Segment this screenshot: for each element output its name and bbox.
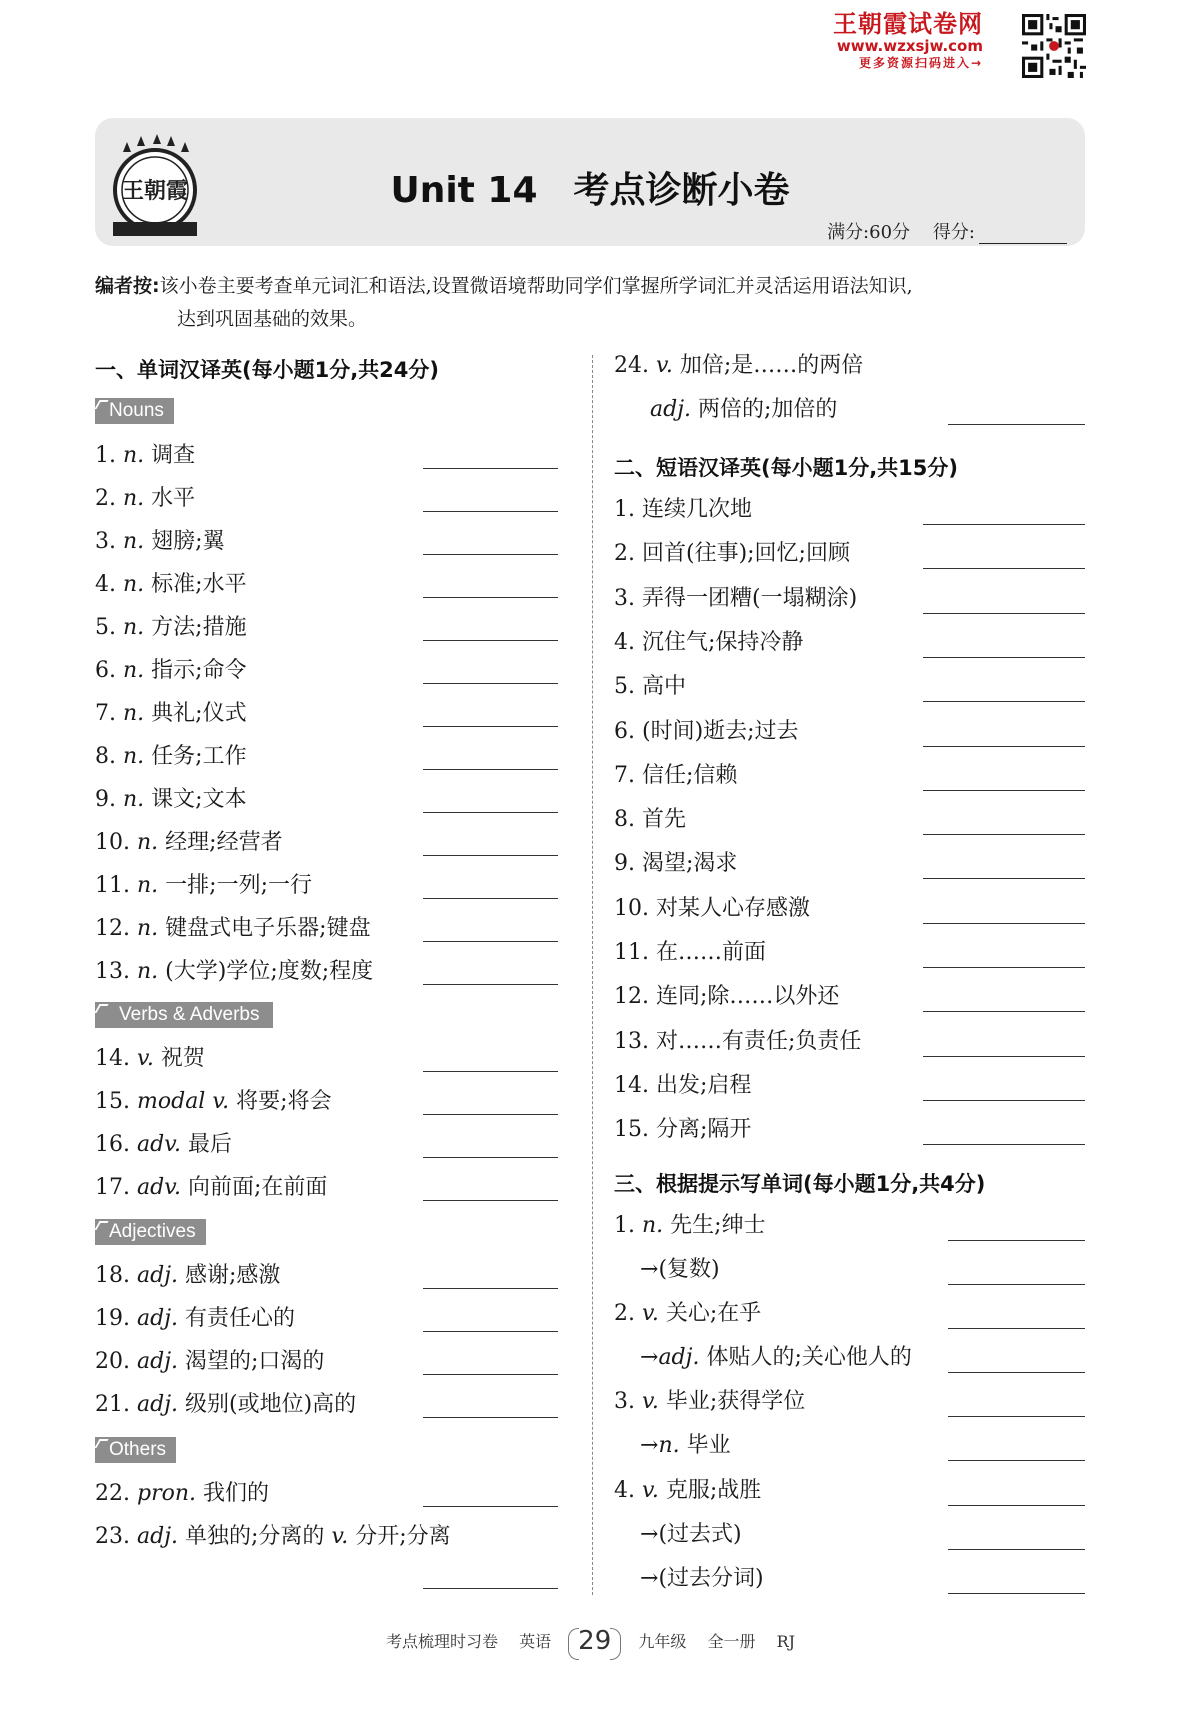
- phrase-item: 1. 连续几次地: [614, 497, 752, 522]
- sub-text: (复数): [658, 1257, 720, 1282]
- answer-blank[interactable]: [923, 790, 1085, 791]
- item-line: [95, 1391, 356, 1419]
- item-number: 11.: [95, 873, 130, 898]
- item-number: 15.: [95, 1089, 130, 1114]
- item-pos: v.: [642, 1301, 659, 1326]
- brand-block: [833, 12, 983, 69]
- title-text: 考点诊断小卷: [573, 170, 790, 211]
- item-text: 克服;战胜: [665, 1478, 762, 1503]
- footer-volume: 全一册: [707, 1632, 756, 1651]
- item-line: [95, 1088, 332, 1116]
- item-text: 典礼;仪式: [151, 701, 247, 726]
- phrase-item: 15. 分离;隔开: [614, 1117, 752, 1143]
- answer-blank[interactable]: [948, 424, 1085, 425]
- item-pos: n.: [123, 486, 145, 511]
- item-line: [95, 958, 373, 986]
- item-line: [95, 1131, 232, 1159]
- note-line2: 达到巩固基础的效果。: [177, 308, 368, 330]
- item-pos: adj.: [137, 1306, 179, 1331]
- item-line: [95, 872, 312, 900]
- answer-blank[interactable]: [423, 468, 558, 469]
- item-line: [614, 352, 863, 380]
- brand-name: 王朝霞试卷网: [833, 10, 983, 38]
- item-pos: n.: [123, 701, 145, 726]
- category-nouns: Nouns: [95, 398, 174, 424]
- answer-blank[interactable]: [923, 746, 1085, 747]
- sub-arrow: →: [640, 1433, 659, 1458]
- item-number: 2.: [95, 486, 116, 511]
- answer-blank[interactable]: [923, 568, 1085, 569]
- item-line: [95, 743, 247, 771]
- category-verbs-adverbs: Verbs & Adverbs: [95, 1002, 273, 1028]
- item-line: [95, 614, 247, 642]
- note-label: 编者按:: [95, 275, 160, 297]
- item-line: [95, 786, 247, 814]
- item-line: [614, 1477, 761, 1505]
- note-line1: 该小卷主要考查单元词汇和语法,设置微语境帮助同学们掌握所学词汇并灵活运用语法知识,: [159, 275, 913, 297]
- item-number: 4.: [95, 572, 116, 597]
- item-pos2: v.: [331, 1524, 349, 1549]
- answer-blank[interactable]: [423, 984, 558, 985]
- score-blank[interactable]: [979, 227, 1067, 244]
- item-text: 渴望的;口渴的: [185, 1349, 325, 1374]
- item-line: [95, 1523, 451, 1551]
- item-line: [640, 1344, 912, 1372]
- item-number: 3.: [95, 529, 116, 554]
- item-text: 水平: [151, 486, 196, 511]
- answer-blank[interactable]: [923, 834, 1085, 835]
- answer-blank[interactable]: [948, 1593, 1085, 1594]
- item-pos: pron.: [137, 1481, 197, 1506]
- answer-blank[interactable]: [423, 1417, 558, 1418]
- item-text2: 两倍的;加倍的: [698, 397, 838, 422]
- editor-note: [95, 270, 1090, 336]
- item-number: 12.: [95, 916, 130, 941]
- item-line: [614, 1212, 766, 1240]
- item-text: 课文;文本: [151, 787, 247, 812]
- item-number: 10.: [95, 830, 130, 855]
- item-number: 6.: [95, 658, 116, 683]
- item-number: 14.: [95, 1046, 130, 1071]
- sub-text: (过去分词): [658, 1566, 764, 1591]
- full-score: 满分:60分: [827, 222, 911, 243]
- item-text: 感谢;感激: [185, 1263, 281, 1288]
- answer-blank[interactable]: [948, 1460, 1085, 1461]
- item-text: 翅膀;翼: [151, 529, 225, 554]
- unit-label: Unit 14: [390, 170, 538, 211]
- item-text: 键盘式电子乐器;键盘: [165, 916, 371, 941]
- answer-blank[interactable]: [923, 1011, 1085, 1012]
- item-line: [95, 829, 283, 857]
- answer-blank[interactable]: [423, 1506, 558, 1507]
- item-number: 23.: [95, 1524, 130, 1549]
- footer-subject: 英语: [519, 1632, 552, 1651]
- item-pos: v.: [656, 353, 673, 378]
- item-text: 我们的: [203, 1481, 270, 1506]
- item-number: 19.: [95, 1306, 130, 1331]
- answer-blank[interactable]: [423, 1331, 558, 1332]
- item-text: 级别(或地位)高的: [185, 1392, 357, 1417]
- item-text: 毕业;获得学位: [665, 1389, 806, 1414]
- item-text: 将要;将会: [236, 1089, 332, 1114]
- item-line: [95, 700, 247, 728]
- answer-blank[interactable]: [923, 1100, 1085, 1101]
- item-line: [640, 1256, 720, 1284]
- answer-blank[interactable]: [423, 597, 558, 598]
- answer-blank[interactable]: [423, 855, 558, 856]
- item-pos: n.: [123, 787, 145, 812]
- item-number: 17.: [95, 1175, 130, 1200]
- item-line: [95, 1348, 324, 1376]
- phrase-item: 6. (时间)逝去;过去: [614, 718, 799, 744]
- page-number: 29: [578, 1626, 612, 1656]
- answer-blank[interactable]: [423, 1288, 558, 1289]
- item-text: 有责任心的: [185, 1306, 296, 1331]
- item-number: 8.: [95, 744, 116, 769]
- sub-arrow: →: [640, 1345, 659, 1370]
- item-number: 4.: [614, 1478, 635, 1503]
- item-pos: n.: [123, 572, 145, 597]
- answer-blank[interactable]: [923, 524, 1085, 525]
- answer-blank[interactable]: [423, 898, 558, 899]
- phrase-item: 11. 在……前面: [614, 940, 766, 965]
- item-pos: n.: [123, 658, 145, 683]
- item-pos: v.: [137, 1046, 154, 1071]
- answer-blank[interactable]: [923, 1056, 1085, 1057]
- item-number: 7.: [95, 701, 116, 726]
- item-text: 祝贺: [160, 1046, 205, 1071]
- item-pos: adj.: [137, 1524, 179, 1549]
- phrase-item: 3. 弄得一团糟(一塌糊涂): [614, 585, 858, 611]
- item-line: [650, 396, 837, 424]
- item-line: [614, 1300, 761, 1328]
- item-number: 16.: [95, 1132, 130, 1157]
- page-title: [95, 162, 1085, 213]
- answer-blank[interactable]: [423, 941, 558, 942]
- footer-edition: RJ: [776, 1632, 796, 1651]
- sub-text: (过去式): [658, 1522, 742, 1547]
- item-text: 调查: [151, 443, 196, 468]
- item-line: [95, 657, 247, 685]
- category-others: Others: [95, 1437, 176, 1463]
- item-number: 13.: [95, 959, 130, 984]
- item-number: 5.: [95, 615, 116, 640]
- item-line: [95, 1480, 269, 1508]
- item-text: 最后: [188, 1132, 233, 1157]
- answer-blank[interactable]: [948, 1328, 1085, 1329]
- answer-blank[interactable]: [423, 726, 558, 727]
- answer-blank[interactable]: [923, 701, 1085, 702]
- answer-blank[interactable]: [923, 657, 1085, 658]
- item-number: 20.: [95, 1349, 130, 1374]
- category-adjectives: Adjectives: [95, 1219, 206, 1245]
- item-line: [640, 1565, 764, 1593]
- item-pos: n.: [123, 615, 145, 640]
- item-line: [640, 1521, 742, 1549]
- answer-blank[interactable]: [948, 1505, 1085, 1506]
- logo-text: 王朝霞: [121, 178, 189, 204]
- answer-blank[interactable]: [923, 923, 1085, 924]
- phrase-item: 9. 渴望;渴求: [614, 851, 738, 877]
- answer-blank[interactable]: [423, 683, 558, 684]
- item-pos: n.: [642, 1213, 664, 1238]
- item-text: 方法;措施: [151, 615, 247, 640]
- item-pos: n.: [137, 830, 159, 855]
- item-pos: v.: [642, 1389, 659, 1414]
- item-text: 先生;绅士: [670, 1213, 766, 1238]
- item-text: 加倍;是……的两倍: [679, 353, 864, 378]
- answer-blank[interactable]: [923, 878, 1085, 879]
- answer-blank[interactable]: [423, 554, 558, 555]
- answer-blank[interactable]: [423, 1588, 558, 1589]
- page-footer: [0, 1624, 1181, 1654]
- phrase-item: 13. 对……有责任;负责任: [614, 1028, 862, 1054]
- item-line: [614, 1388, 805, 1416]
- item-pos: adv.: [137, 1175, 182, 1200]
- item-number: 21.: [95, 1392, 130, 1417]
- item-pos: n.: [137, 873, 159, 898]
- sub-pos: adj.: [658, 1345, 700, 1370]
- item-number: 9.: [95, 787, 116, 812]
- item-text: 关心;在乎: [665, 1301, 762, 1326]
- answer-blank[interactable]: [923, 1144, 1085, 1145]
- item-number: 1.: [95, 443, 116, 468]
- item-number: 3.: [614, 1389, 635, 1414]
- answer-blank[interactable]: [423, 1374, 558, 1375]
- answer-blank[interactable]: [948, 1416, 1085, 1417]
- item-pos: modal v.: [137, 1089, 230, 1114]
- answer-blank[interactable]: [423, 511, 558, 512]
- item-number: 24.: [614, 353, 649, 378]
- footer-series: 考点梳理时习卷: [385, 1632, 498, 1651]
- item-line: [95, 1305, 295, 1333]
- item-text: 一排;一列;一行: [165, 873, 312, 898]
- phrase-item: 4. 沉住气;保持冷静: [614, 629, 804, 655]
- item-text: 标准;水平: [151, 572, 247, 597]
- item-text: 单独的;分离的: [185, 1524, 325, 1549]
- item-text: (大学)学位;度数;程度: [165, 959, 374, 984]
- item-pos: n.: [123, 443, 145, 468]
- answer-blank[interactable]: [423, 1114, 558, 1115]
- item-pos2: adj.: [650, 397, 692, 422]
- item-pos: adj.: [137, 1392, 179, 1417]
- answer-blank[interactable]: [423, 1157, 558, 1158]
- answer-blank[interactable]: [948, 1549, 1085, 1550]
- item-number: 1.: [614, 1213, 635, 1238]
- item-number: 22.: [95, 1481, 130, 1506]
- brand-url[interactable]: www.wzxsjw.com: [836, 37, 983, 55]
- item-number: 2.: [614, 1301, 635, 1326]
- item-pos: n.: [137, 916, 159, 941]
- column-divider: [592, 355, 593, 1595]
- sub-pos: n.: [658, 1433, 680, 1458]
- item-pos: v.: [642, 1478, 659, 1503]
- answer-blank[interactable]: [923, 967, 1085, 968]
- qr-code-icon[interactable]: [1022, 14, 1086, 78]
- item-text: 向前面;在前面: [188, 1175, 328, 1200]
- score-label: 得分:: [932, 222, 975, 243]
- item-line: [95, 1262, 280, 1290]
- header-banner: [95, 118, 1085, 246]
- phrase-item: 8. 首先: [614, 807, 686, 833]
- item-pos: n.: [137, 959, 159, 984]
- score-area: [827, 218, 1067, 244]
- item-line: [95, 442, 195, 470]
- item-line: [95, 1045, 205, 1073]
- answer-blank[interactable]: [423, 640, 558, 641]
- item-line: [95, 528, 225, 556]
- item-text2: 分开;分离: [355, 1524, 451, 1549]
- answer-blank[interactable]: [423, 812, 558, 813]
- sub-text: 毕业: [686, 1433, 731, 1458]
- item-pos: n.: [123, 744, 145, 769]
- item-number: 18.: [95, 1263, 130, 1288]
- phrase-item: 2. 回首(往事);回忆;回顾: [614, 541, 850, 567]
- sub-arrow: →: [640, 1522, 659, 1547]
- item-text: 经理;经营者: [165, 830, 283, 855]
- brand-slogan: 更多资源扫码进入→: [858, 56, 983, 70]
- phrase-item: 14. 出发;启程: [614, 1072, 752, 1098]
- phrase-item: 5. 高中: [614, 674, 686, 700]
- item-pos: adj.: [137, 1263, 179, 1288]
- phrase-item: 7. 信任;信赖: [614, 762, 738, 788]
- section3-title: 三、根据提示写单词(每小题1分,共4分): [614, 1172, 986, 1196]
- answer-blank[interactable]: [423, 769, 558, 770]
- item-pos: adj.: [137, 1349, 179, 1374]
- sub-arrow: →: [640, 1566, 659, 1591]
- item-line: [95, 571, 247, 599]
- phrase-item: 12. 连同;除……以外还: [614, 984, 840, 1010]
- sub-arrow: →: [640, 1257, 659, 1282]
- answer-blank[interactable]: [923, 613, 1085, 614]
- item-line: [95, 915, 371, 943]
- answer-blank[interactable]: [948, 1240, 1085, 1241]
- item-line: [640, 1432, 731, 1460]
- answer-blank[interactable]: [948, 1372, 1085, 1373]
- footer-grade: 九年级: [638, 1632, 687, 1651]
- sub-text: 体贴人的;关心他人的: [706, 1345, 912, 1370]
- answer-blank[interactable]: [423, 1200, 558, 1201]
- item-text: 指示;命令: [151, 658, 247, 683]
- item-pos: adv.: [137, 1132, 182, 1157]
- item-line: [95, 1174, 327, 1202]
- item-pos: n.: [123, 529, 145, 554]
- section1-title: 一、单词汉译英(每小题1分,共24分): [95, 358, 440, 382]
- item-text: 任务;工作: [151, 744, 247, 769]
- section2-title: 二、短语汉译英(每小题1分,共15分): [614, 456, 959, 480]
- phrase-item: 10. 对某人心存感激: [614, 895, 810, 921]
- answer-blank[interactable]: [948, 1284, 1085, 1285]
- item-line: [95, 485, 195, 513]
- answer-blank[interactable]: [423, 1071, 558, 1072]
